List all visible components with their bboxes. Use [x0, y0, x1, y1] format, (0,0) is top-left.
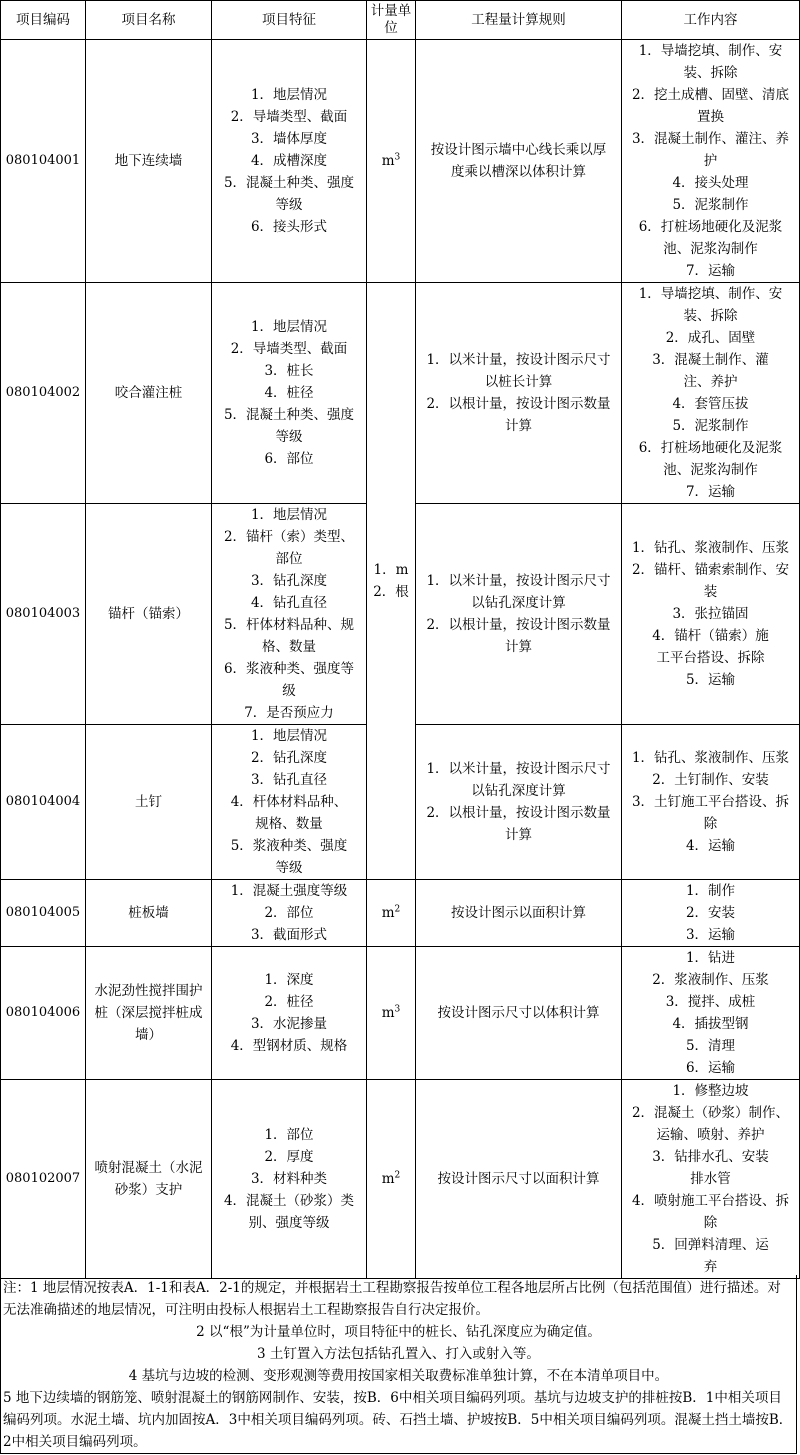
note-1: 注：1 地层情况按表A．1-1和表A．2-1的规定，并根据岩土工程勘察报告按单位工程各地层所占比例（包括范围值）进行描述。对无法准确描述的地层情况，可注明由投标人根据岩土工程勘察报告自行决定报价。 — [3, 1280, 781, 1318]
merged-unit: 1．m 2．根 — [367, 283, 416, 880]
item-name: 桩板墙 — [86, 880, 212, 947]
item-code: 080104003 — [1, 504, 86, 725]
note-3: 3 土钉置入方法包括钻孔置入、打入或射入等。 — [257, 1346, 540, 1362]
item-code: 080104006 — [1, 947, 86, 1080]
note-4: 4 基坑与边坡的检测、变形观测等费用按国家相关取费标准单独计算，不在本清单项目中。 — [128, 1368, 669, 1384]
header-code: 项目编码 — [1, 1, 86, 40]
unit-exponent: 2 — [394, 904, 401, 915]
unit-base: m — [381, 905, 395, 921]
item-unit — [367, 947, 416, 1080]
item-work: 1．制作 2．安装 3．运输 — [622, 880, 800, 947]
item-rule: 1．以米计量，按设计图示尺寸 以钻孔深度计算 2．以根计量，按设计图示数量 计算 — [416, 725, 622, 880]
unit-exponent: 3 — [394, 1004, 401, 1015]
item-code: 080104004 — [1, 725, 86, 880]
item-rule: 1．以米计量，按设计图示尺寸 以桩长计算 2．以根计量，按设计图示数量 计算 — [416, 283, 622, 504]
item-unit — [367, 1080, 416, 1279]
item-rule: 按设计图示尺寸以面积计算 — [416, 1080, 622, 1279]
item-features: 1．地层情况 2．导墙类型、截面 3．桩长 4．桩径 5．混凝土种类、强度 等级 6．部位 — [212, 283, 367, 504]
header-rule: 工程量计算规则 — [416, 1, 622, 40]
item-code: 080102007 — [1, 1080, 86, 1279]
item-features: 1．深度 2．桩径 3．水泥掺量 4．型钢材质、规格 — [212, 947, 367, 1080]
table-row — [1, 40, 800, 283]
header-work: 工作内容 — [622, 1, 800, 40]
unit-exponent: 2 — [394, 1170, 401, 1181]
note-2: 2 以“根”为计量单位时，项目特征中的桩长、钻孔深度应为确定值。 — [196, 1324, 601, 1340]
header-row — [1, 1, 800, 40]
item-features: 1．地层情况 2．导墙类型、截面 3．墙体厚度 4．成槽深度 5．混凝土种类、强度 等级 6．接头形式 — [212, 40, 367, 283]
table-row — [1, 283, 800, 504]
table-notes — [0, 1275, 797, 1454]
item-features: 1．部位 2．厚度 3．材料种类 4．混凝土（砂浆）类 别、强度等级 — [212, 1080, 367, 1279]
item-rule: 按设计图示墙中心线长乘以厚 度乘以槽深以体积计算 — [416, 40, 622, 283]
item-rule: 按设计图示尺寸以体积计算 — [416, 947, 622, 1080]
item-code: 080104002 — [1, 283, 86, 504]
unit-base: m — [381, 153, 395, 169]
item-unit — [367, 40, 416, 283]
table-row — [1, 947, 800, 1080]
item-name: 土钉 — [86, 725, 212, 880]
item-work: 1．修整边坡 2．混凝土（砂浆）制作、 运输、喷射、养护 3．钻排水孔、安装 排水管 4．喷射施工平台搭设、拆 除 5．回弹料清理、运 弃 — [622, 1080, 800, 1279]
item-name: 水泥劲性搅拌围护 桩（深层搅拌桩成 墙） — [86, 947, 212, 1080]
item-work: 1．钻孔、浆液制作、压浆 2．锚杆、锚索索制作、安 装 3．张拉锚固 4．锚杆（锚索）施 工平台搭设、拆除 5．运输 — [622, 504, 800, 725]
header-unit: 计量单位 — [367, 1, 416, 40]
note-5: 5 地下边续墙的钢筋笼、喷射混凝土的钢筋网制作、安装，按B．6中相关项目编码列项。基坑与边坡支护的排桩按B．1中相关项目编码列项。水泥土墙、坑内加固按A．3中相关项目编码列项。砖、石挡土墙、护坡按B．5中相关项目编码列项。混凝土挡土墙按B．2中相关项目编码列项。 — [3, 1390, 793, 1450]
item-features: 1．地层情况 2．钻孔深度 3．钻孔直径 4．杆体材料品种、 规格、数量 5．浆液种类、强度 等级 — [212, 725, 367, 880]
item-name: 地下连续墙 — [86, 40, 212, 283]
item-unit — [367, 880, 416, 947]
unit-base: m — [381, 1171, 395, 1187]
item-features: 1．混凝土强度等级 2．部位 3．截面形式 — [212, 880, 367, 947]
item-work: 1．导墙挖填、制作、安 装、拆除 2．成孔、固壁 3．混凝土制作、灌 注、养护 4．套管压拔 5．泥浆制作 6．打桩场地硬化及泥浆 池、泥浆沟制作 7．运输 — [622, 283, 800, 504]
item-work: 1．导墙挖填、制作、安 装、拆除 2．挖土成槽、固壁、清底 置换 3．混凝土制作、灌注、养 护 4．接头处理 5．泥浆制作 6．打桩场地硬化及泥浆 池、泥浆沟制作 7．运输 — [622, 40, 800, 283]
table-row — [1, 880, 800, 947]
unit-base: m — [381, 1005, 395, 1021]
item-work: 1．钻进 2．浆液制作、压浆 3．搅拌、成桩 4．插拔型钢 5．清理 6．运输 — [622, 947, 800, 1080]
item-name: 锚杆（锚索） — [86, 504, 212, 725]
item-rule: 1．以米计量，按设计图示尺寸 以钻孔深度计算 2．以根计量，按设计图示数量 计算 — [416, 504, 622, 725]
item-code: 080104001 — [1, 40, 86, 283]
unit-exponent: 3 — [394, 152, 401, 163]
header-features: 项目特征 — [212, 1, 367, 40]
item-rule: 按设计图示以面积计算 — [416, 880, 622, 947]
item-name: 咬合灌注桩 — [86, 283, 212, 504]
item-name: 喷射混凝土（水泥 砂浆）支护 — [86, 1080, 212, 1279]
item-features: 1．地层情况 2．锚杆（索）类型、 部位 3．钻孔深度 4．钻孔直径 5．杆体材料品种、规 格、数量 6．浆液种类、强度等 级 7．是否预应力 — [212, 504, 367, 725]
table-row — [1, 1080, 800, 1279]
item-code: 080104005 — [1, 880, 86, 947]
header-name: 项目名称 — [86, 1, 212, 40]
item-work: 1．钻孔、浆液制作、压浆 2．土钉制作、安装 3．土钉施工平台搭设、拆 除 4．运输 — [622, 725, 800, 880]
